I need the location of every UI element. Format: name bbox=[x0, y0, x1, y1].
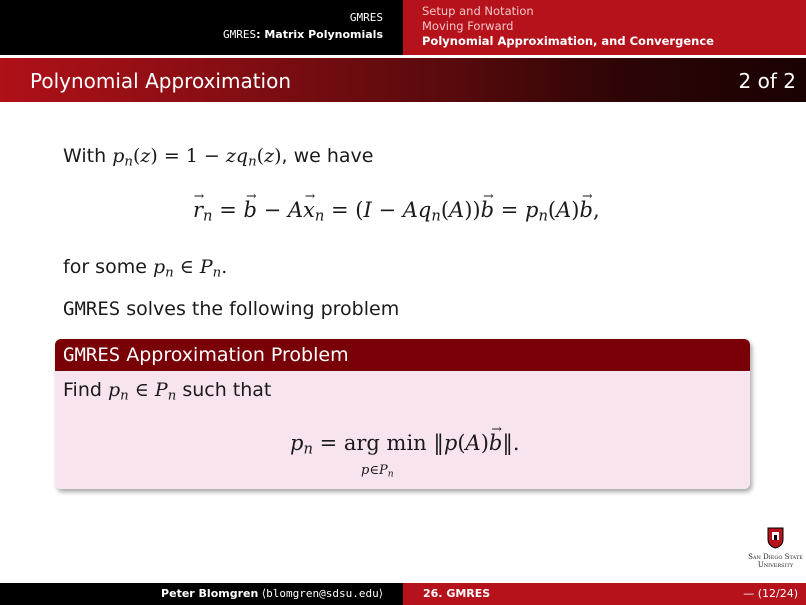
header-subtitle-code: GMRES bbox=[222, 28, 257, 41]
find-text: Find bbox=[63, 379, 102, 401]
frame-counter: 2 of 2 bbox=[738, 69, 796, 93]
block-title-code: GMRES bbox=[63, 344, 121, 366]
nav-item-polynomial-approximation[interactable]: Polynomial Approximation, and Convergence bbox=[422, 34, 714, 48]
gmres-word: GMRES bbox=[63, 298, 121, 320]
author-email[interactable]: blomgren@sdsu.edu bbox=[266, 587, 379, 600]
footer-page-number: — (12/24) bbox=[743, 587, 798, 600]
nav-item-setup[interactable]: Setup and Notation bbox=[422, 4, 534, 18]
for-some-line bbox=[63, 256, 227, 280]
header-subtitle bbox=[223, 28, 383, 41]
intro-text: With bbox=[63, 145, 107, 167]
argmin-equation: $p_n$ = arg min ‖p(A)b →‖. bbox=[290, 431, 520, 458]
solves-text: solves the following problem bbox=[120, 298, 400, 320]
footer-section-title: 26. GMRES bbox=[423, 587, 491, 600]
block-title-text: Approximation Problem bbox=[120, 344, 349, 366]
logo-text bbox=[748, 553, 803, 569]
footer-author bbox=[0, 583, 403, 605]
header-short-title: GMRES bbox=[349, 11, 383, 24]
residual-equation: $r \to_n = b$ → − $Ax \to_n = (I - Aq_n(A))b$ → = $p_n(A)b$ →, bbox=[193, 198, 600, 225]
for-some-formula: $p_n$ ∈ $P_n$. bbox=[152, 256, 228, 281]
nav-item-moving-forward[interactable]: Moving Forward bbox=[422, 19, 514, 33]
logo-line-1: San Diego State bbox=[748, 553, 803, 561]
header-subtitle-text: : Matrix Polynomials bbox=[256, 28, 383, 41]
footer-author-block: Peter Blomgren ⟨blomgren@sdsu.edu⟩ bbox=[161, 587, 383, 600]
argmin-subscript: $p\in P_n$ bbox=[361, 463, 394, 480]
approximation-problem-block bbox=[55, 339, 750, 489]
footer-section bbox=[403, 583, 806, 605]
sdsu-shield-icon bbox=[748, 527, 803, 549]
block-title bbox=[55, 339, 750, 371]
header-navigation bbox=[403, 0, 806, 55]
such-that-text: such that bbox=[182, 379, 272, 401]
gmres-solves-line bbox=[63, 298, 399, 320]
intro-line bbox=[63, 145, 373, 169]
intro-formula: $p_n(z) = 1 - zq_n(z)$ bbox=[112, 145, 282, 170]
logo-line-2: University bbox=[757, 561, 794, 569]
for-some-text: for some bbox=[63, 256, 147, 278]
author-name: Peter Blomgren bbox=[161, 587, 259, 600]
header-title-area bbox=[0, 0, 403, 55]
frame-title: Polynomial Approximation bbox=[30, 69, 292, 93]
find-line bbox=[63, 379, 271, 403]
block-body bbox=[55, 371, 750, 489]
slide-header bbox=[0, 0, 806, 55]
find-formula: $p_n$ ∈ $P_n$ bbox=[107, 379, 177, 404]
sdsu-logo bbox=[748, 527, 803, 567]
intro-tail: , we have bbox=[281, 145, 374, 167]
frame-title-bar bbox=[0, 58, 806, 102]
